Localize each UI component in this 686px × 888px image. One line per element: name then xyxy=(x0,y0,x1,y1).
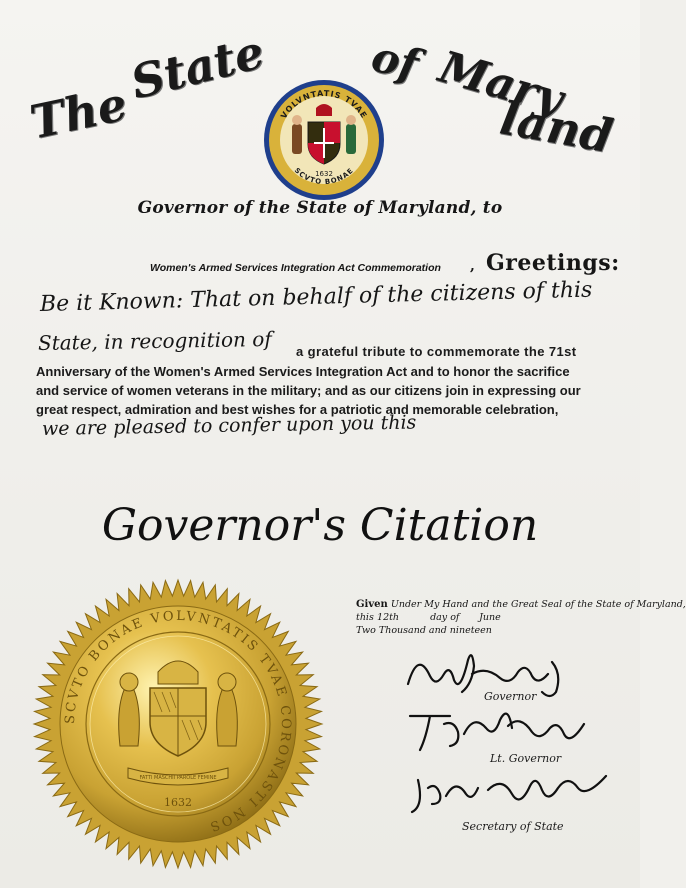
given-day-of: day of xyxy=(430,612,460,623)
be-it-known-line: Be it Known: That on behalf of the citizens of this xyxy=(39,277,593,317)
given-day: 12th xyxy=(377,612,400,623)
title-mary: Mary xyxy=(433,41,569,126)
given-year: Two Thousand and nineteen xyxy=(356,625,492,636)
given-month: June xyxy=(479,612,501,623)
given-this: this xyxy=(356,612,374,623)
title-of: of xyxy=(367,31,423,90)
gold-seal-year: 1632 xyxy=(164,796,192,809)
given-block xyxy=(356,598,686,637)
given-word: Given xyxy=(356,599,388,610)
title-state: State xyxy=(125,24,270,110)
title-land: land xyxy=(496,90,617,164)
small-seal-motto: VOLVNTATIS TVAE xyxy=(279,88,369,121)
secretary-signature xyxy=(410,766,618,816)
body-line-2: Anniversary of the Women's Armed Services Integration Act and to honor the sacrifice xyxy=(36,364,570,379)
citation-title: Governor's Citation xyxy=(101,500,539,551)
lt-governor-signature xyxy=(404,704,594,756)
small-seal-year: 1632 xyxy=(315,170,333,178)
governor-address-line: Governor of the State of Maryland, to xyxy=(137,198,503,218)
given-line-2 xyxy=(356,611,686,624)
recipient-comma: , xyxy=(470,258,475,274)
body-line-1: a grateful tribute to commemorate the 71st xyxy=(296,344,577,359)
gold-seal-ring-text: SCVTO BONAE VOLVNTATIS TVAE CORONASTI NOS xyxy=(62,608,294,835)
lt-governor-label: Lt. Governor xyxy=(490,752,562,765)
gold-seal-icon xyxy=(32,578,324,870)
state-recognition-line: State, in recognition of xyxy=(37,326,272,355)
gold-seal-banner: FATTI MASCHII PAROLE FEMINE xyxy=(139,775,217,781)
secretary-label: Secretary of State xyxy=(462,820,564,833)
body-line-3: and service of women veterans in the military; and as our citizens join in expressing our xyxy=(36,383,581,398)
greetings-heading: Greetings: xyxy=(486,250,620,276)
given-line-1-rest: Under My Hand and the Great Seal of the State of Maryland, xyxy=(390,599,686,610)
given-line-3 xyxy=(356,624,686,637)
confer-line: we are pleased to confer upon you this xyxy=(41,411,417,440)
given-line-1 xyxy=(356,598,686,611)
great-seal-icon xyxy=(262,78,386,202)
body-line-4: great respect, admiration and best wishes for a patriotic and memorable celebration, xyxy=(36,402,559,417)
recipient-name: Women's Armed Services Integration Act Commemoration xyxy=(150,262,441,274)
small-seal-motto-side: SCVTO BONAE xyxy=(292,166,356,187)
title-the: The xyxy=(25,76,132,150)
governor-label: Governor xyxy=(484,690,537,703)
